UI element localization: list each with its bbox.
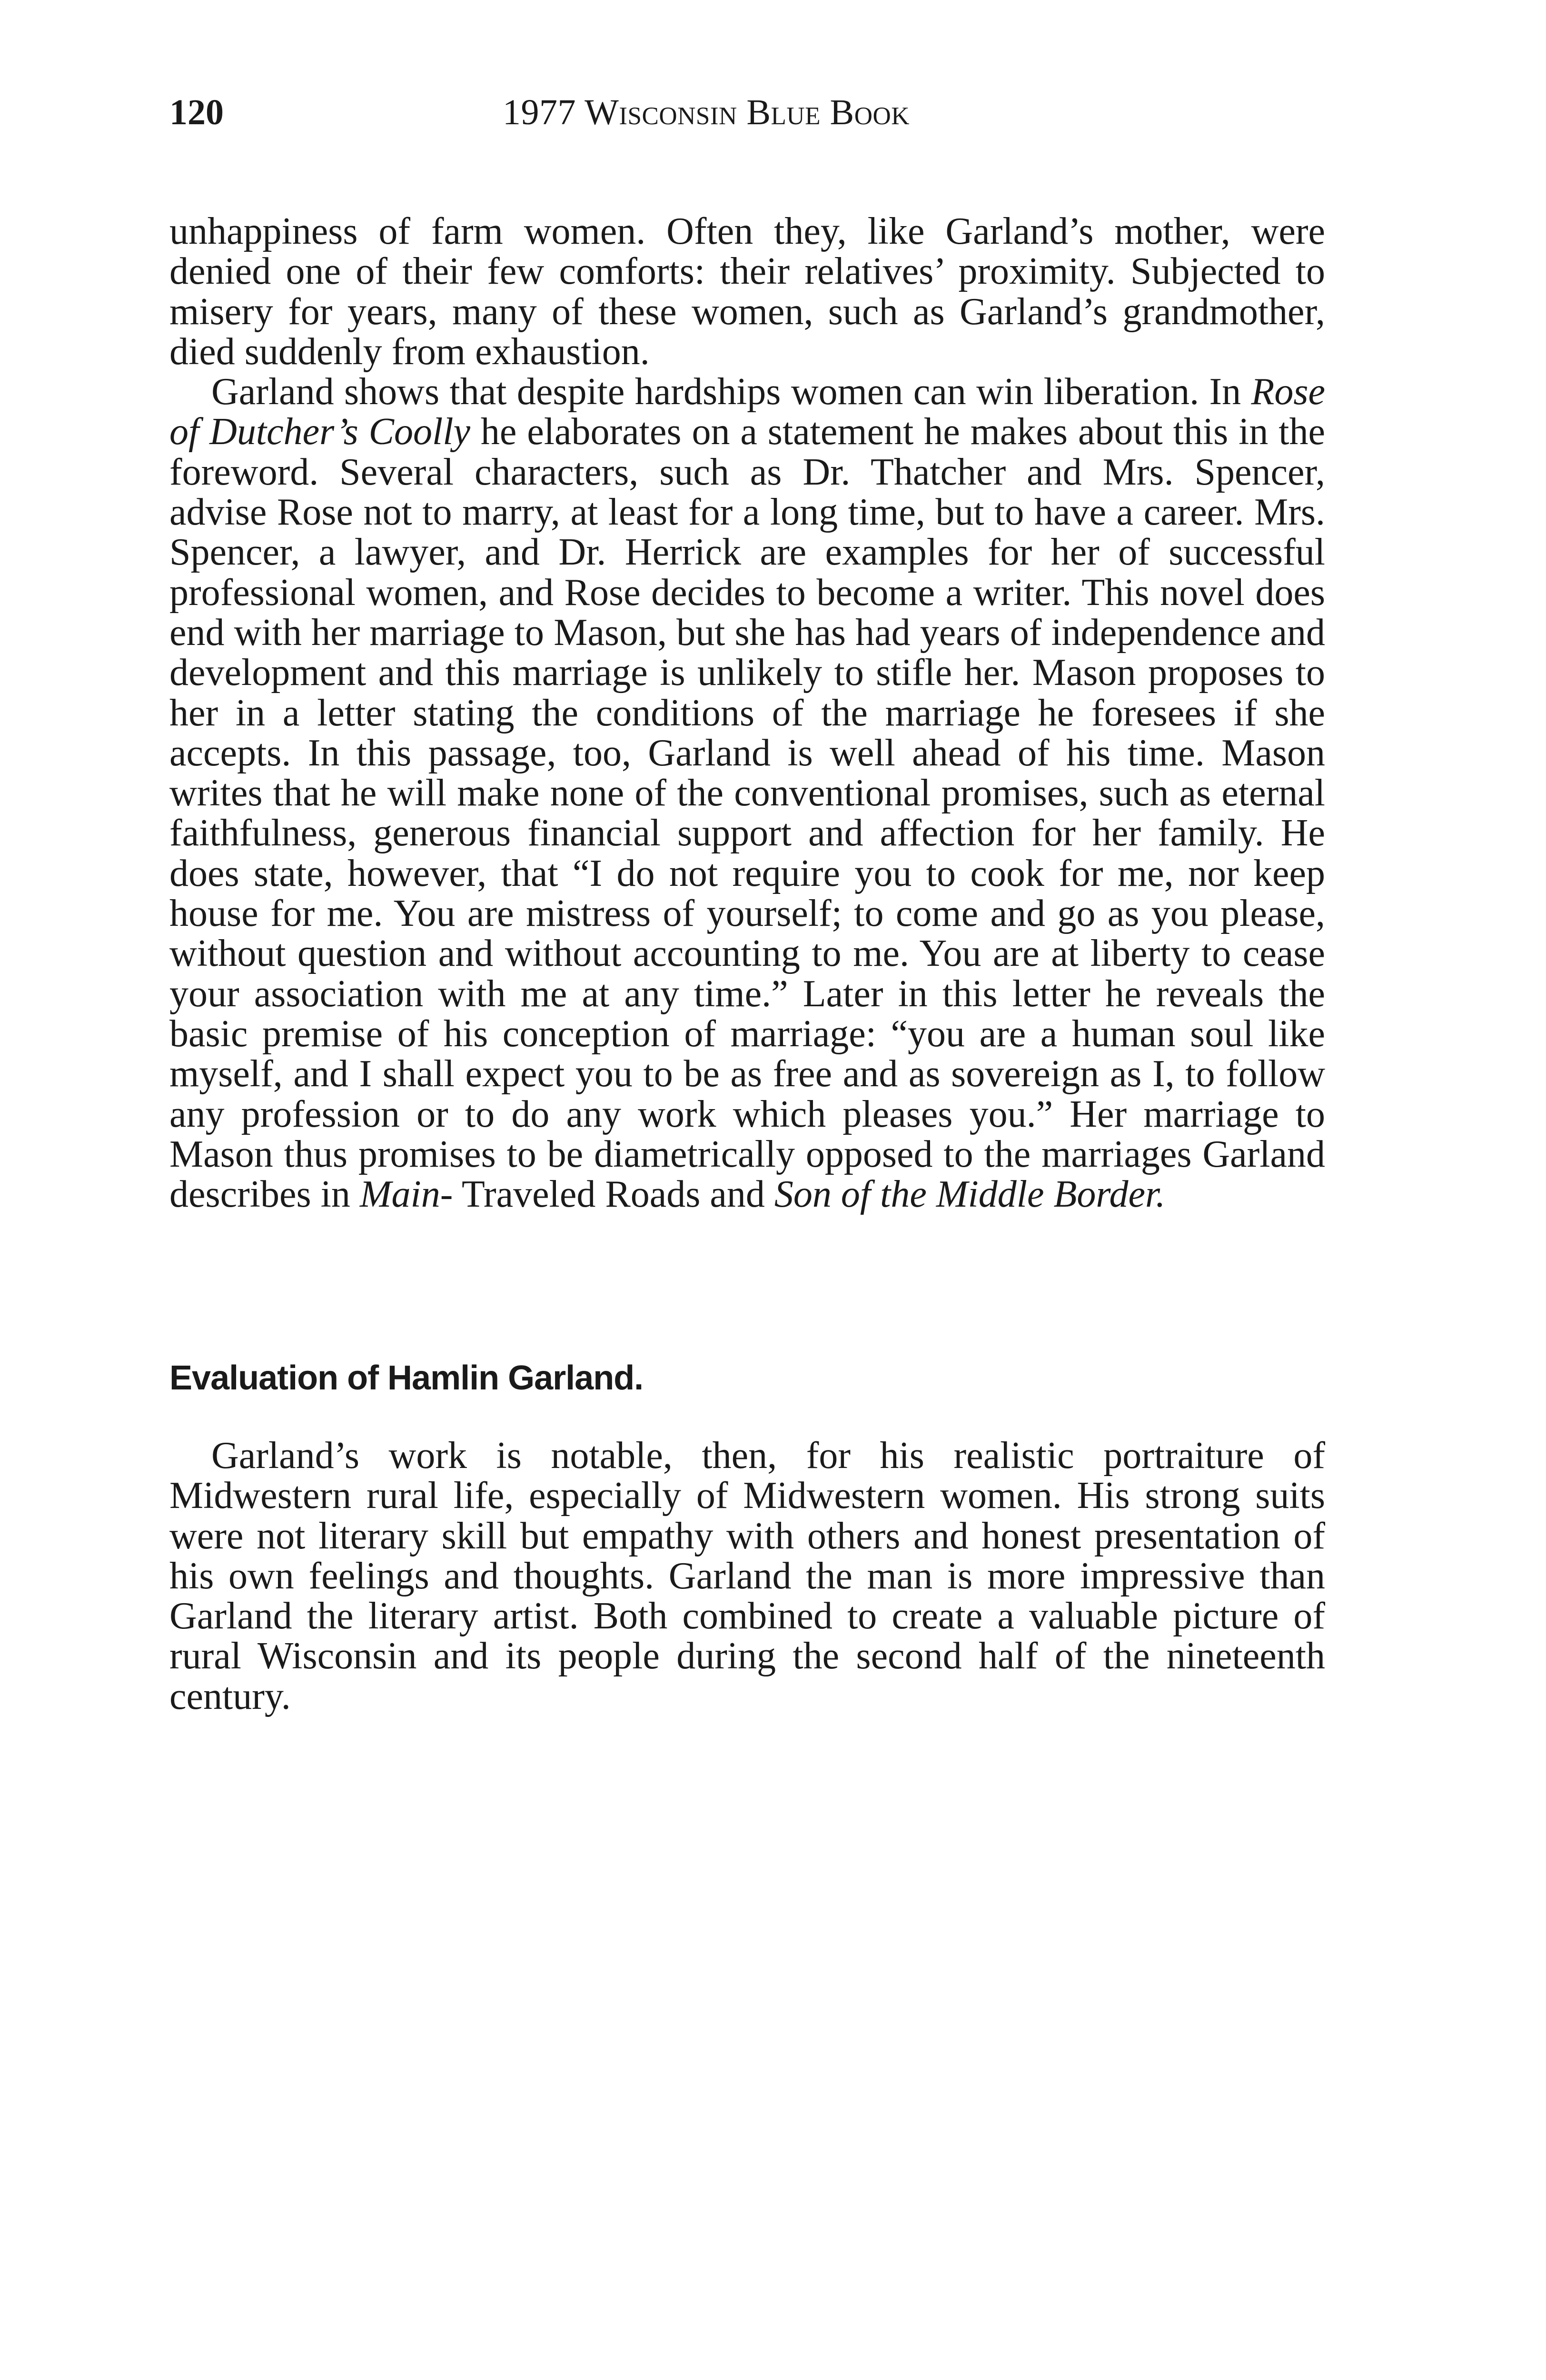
running-head-year: 1977 [503, 92, 585, 132]
section-heading: Evaluation of Hamlin Garland. [169, 1359, 644, 1397]
book-title-son-of-the-middle-border: Son of the Middle Border. [774, 1173, 1166, 1216]
page-number: 120 [169, 92, 224, 132]
running-head-b: B [746, 92, 771, 132]
paragraph-continued: unhappiness of farm women. Often they, like Garland’s mother, were denied one of their few comforts: their relatives’ proximity. Subjected to misery for years, many of these women, such as Garland’s grandmother, died suddenly from exhaustion. [169, 210, 1325, 373]
paragraph-liberation-text-a: Garland shows that despite hardships women can win liberation. In [211, 371, 1251, 413]
running-head-lue: lue [771, 92, 830, 132]
running-head [503, 89, 910, 136]
paragraph-liberation [169, 372, 1325, 1214]
paragraph-liberation-text-c: Traveled Roads and [461, 1173, 774, 1216]
running-head-bk: B [830, 92, 854, 132]
paragraph-evaluation: Garland’s work is notable, then, for his realistic portraiture of Midwestern rural life, especially of Midwestern women. His strong suits were not literary skill but empathy with others and honest presentation of his own feelings and thoughts. Garland the man is more impressive than Garland the literary artist. Both combined to create a valuable picture of rural Wisconsin and its people during the second half of the nineteenth century. [169, 1435, 1325, 1717]
page-header [169, 89, 1331, 141]
paragraph-liberation-text-b: he elaborates on a statement he makes about this in the foreword. Several characters, such as Dr. Thatcher and Mrs. Spencer, advise Rose not to marry, at least for a long time, but to have a career. Mrs. Spencer, a lawyer, and Dr. Herrick are examples for her of successful professional women, and Rose decides to become a writer. This novel does end with her marriage to Mason, but she has had years of independence and development and this marriage is unlikely to stifle her. Mason proposes to her in a letter stating the conditions of the marriage he foresees if she accepts. In this passage, too, Garland is well ahead of his time. Mason writes that he will make none of the conventional promises, such as eternal faithfulness, generous financial support and affection for her family. He does state, however, that “I do not require you to cook for me, nor keep house for me. You are mistress of yourself; to come and go as you please, without question and without accounting to me. You are at liberty to cease your association with me at any time.” Later in this letter he reveals the basic premise of his conception of marriage: “you are a human soul like myself, and I shall expect you to be as free and as sovereign as I, to follow any profession or to do any work which pleases you.” Her marriage to Mason thus promises to be diametrically opposed to the marriages Garland describes in [169, 411, 1326, 1216]
body-text [169, 211, 1325, 1214]
running-head-w: W [585, 92, 619, 132]
section-body [169, 1436, 1325, 1716]
running-head-isconsin: isconsin [619, 92, 747, 132]
book-title-rose-of-dutchers-coolly: Rose of Dutcher’s Coolly [169, 371, 1325, 453]
book-title-main-traveled-part: Main- [359, 1173, 453, 1216]
running-head-ook: ook [854, 92, 910, 132]
